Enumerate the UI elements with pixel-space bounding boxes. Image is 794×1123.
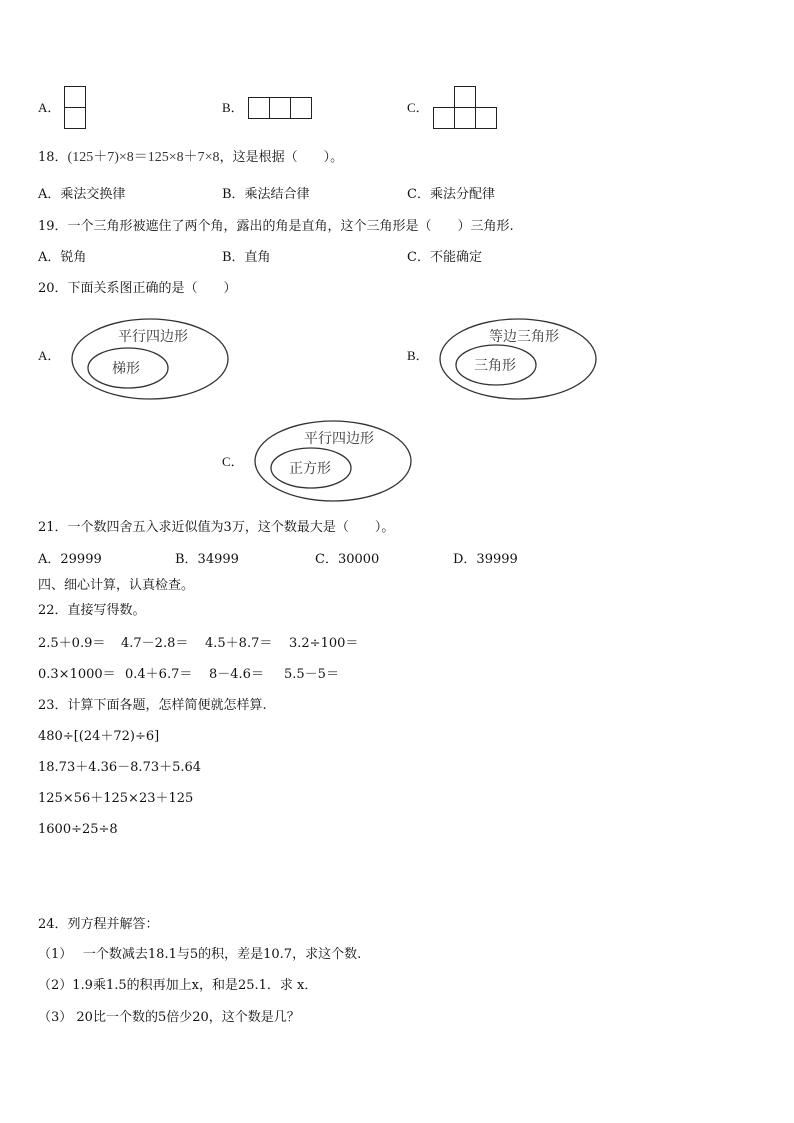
q21-option-d: D．39999 [453,552,518,567]
q24-item-1: （1） 一个数减去18.1与5的积，差是10.7，求这个数. [38,947,362,962]
q22-row2-item1: 0.3×1000＝ [38,667,116,682]
q23-question: 23．计算下面各题，怎样简便就怎样算. [38,698,267,713]
q23-item-4: 1600÷25÷8 [38,822,118,837]
q20-b-outer-label: 等边三角形 [489,329,559,345]
q22-row1-item4: 3.2÷100＝ [289,636,359,651]
q18-option-c: C．乘法分配律 [407,187,495,202]
q20-option-b-label: B． [407,348,429,363]
q20-a-inner-label: 梯形 [112,361,140,377]
q22-row2-item4: 5.5－5＝ [284,667,339,682]
q17-option-a-figure [64,86,86,130]
q21-option-c: C．30000 [315,552,380,567]
q20-c-outer-label: 平行四边形 [304,431,374,447]
q22-row1-item2: 4.7－2.8＝ [121,636,189,651]
q17-option-c-label: C． [407,100,429,115]
q24-item-3: （3） 20比一个数的5倍少20，这个数是几？ [38,1010,300,1025]
q21-option-b: B．34999 [175,552,239,567]
q19-option-b: B．直角 [222,250,271,265]
q20-a-outer-label: 平行四边形 [118,329,188,345]
q18-tail: ，这是根据（ ）。 [219,150,344,165]
q19-option-c: C．不能确定 [407,250,482,265]
q21-option-a: A．29999 [38,552,102,567]
q22-row2-item2: 0.4＋6.7＝ [125,667,193,682]
q23-item-1: 480÷[(24＋72)÷6] [38,729,160,744]
q18-formula: (125＋7)×8＝125×8＋7×8 [67,150,220,165]
q20-b-inner-label: 三角形 [474,358,516,374]
q22-row1-item3: 4.5＋8.7＝ [205,636,273,651]
q18-option-a: A．乘法交换律 [38,187,126,202]
q17-option-b-label: B． [222,100,244,115]
q20-question: 20．下面关系图正确的是（ ） [38,281,237,296]
q22-row2-item3: 8－4.6＝ [209,667,264,682]
q18-number: 18． [38,150,68,165]
q24-question: 24．列方程并解答： [38,917,159,932]
q24-item-2: （2）1.9乘1.5的积再加上x，和是25.1．求 x． [38,978,318,993]
q20-option-a-label: A． [38,348,61,363]
q21-question: 21．一个数四舍五入求近似值为3万，这个数最大是（ ）。 [38,520,395,535]
q17-option-a-label: A． [38,100,61,115]
q18-question [38,151,343,165]
q22-row1-item1: 2.5＋0.9＝ [38,636,106,651]
q17-option-c-figure [433,86,497,130]
q20-option-b-diagram [438,317,600,401]
section-4-heading: 四、细心计算，认真检查。 [38,578,195,593]
q17-option-b-figure [248,97,312,119]
q19-question: 19．一个三角形被遮住了两个角，露出的角是直角，这个三角形是（ ）三角形. [38,219,514,234]
q20-option-a-diagram [70,317,232,401]
q19-option-a: A．锐角 [38,250,87,265]
q22-question: 22．直接写得数。 [38,603,146,618]
q20-c-inner-label: 正方形 [289,461,331,477]
q23-item-3: 125×56＋125×23＋125 [38,791,194,806]
q23-item-2: 18.73＋4.36－8.73＋5.64 [38,760,202,775]
q20-option-c-diagram [253,419,415,503]
q20-option-c-label: C． [222,454,244,469]
q18-option-b: B．乘法结合律 [222,187,310,202]
